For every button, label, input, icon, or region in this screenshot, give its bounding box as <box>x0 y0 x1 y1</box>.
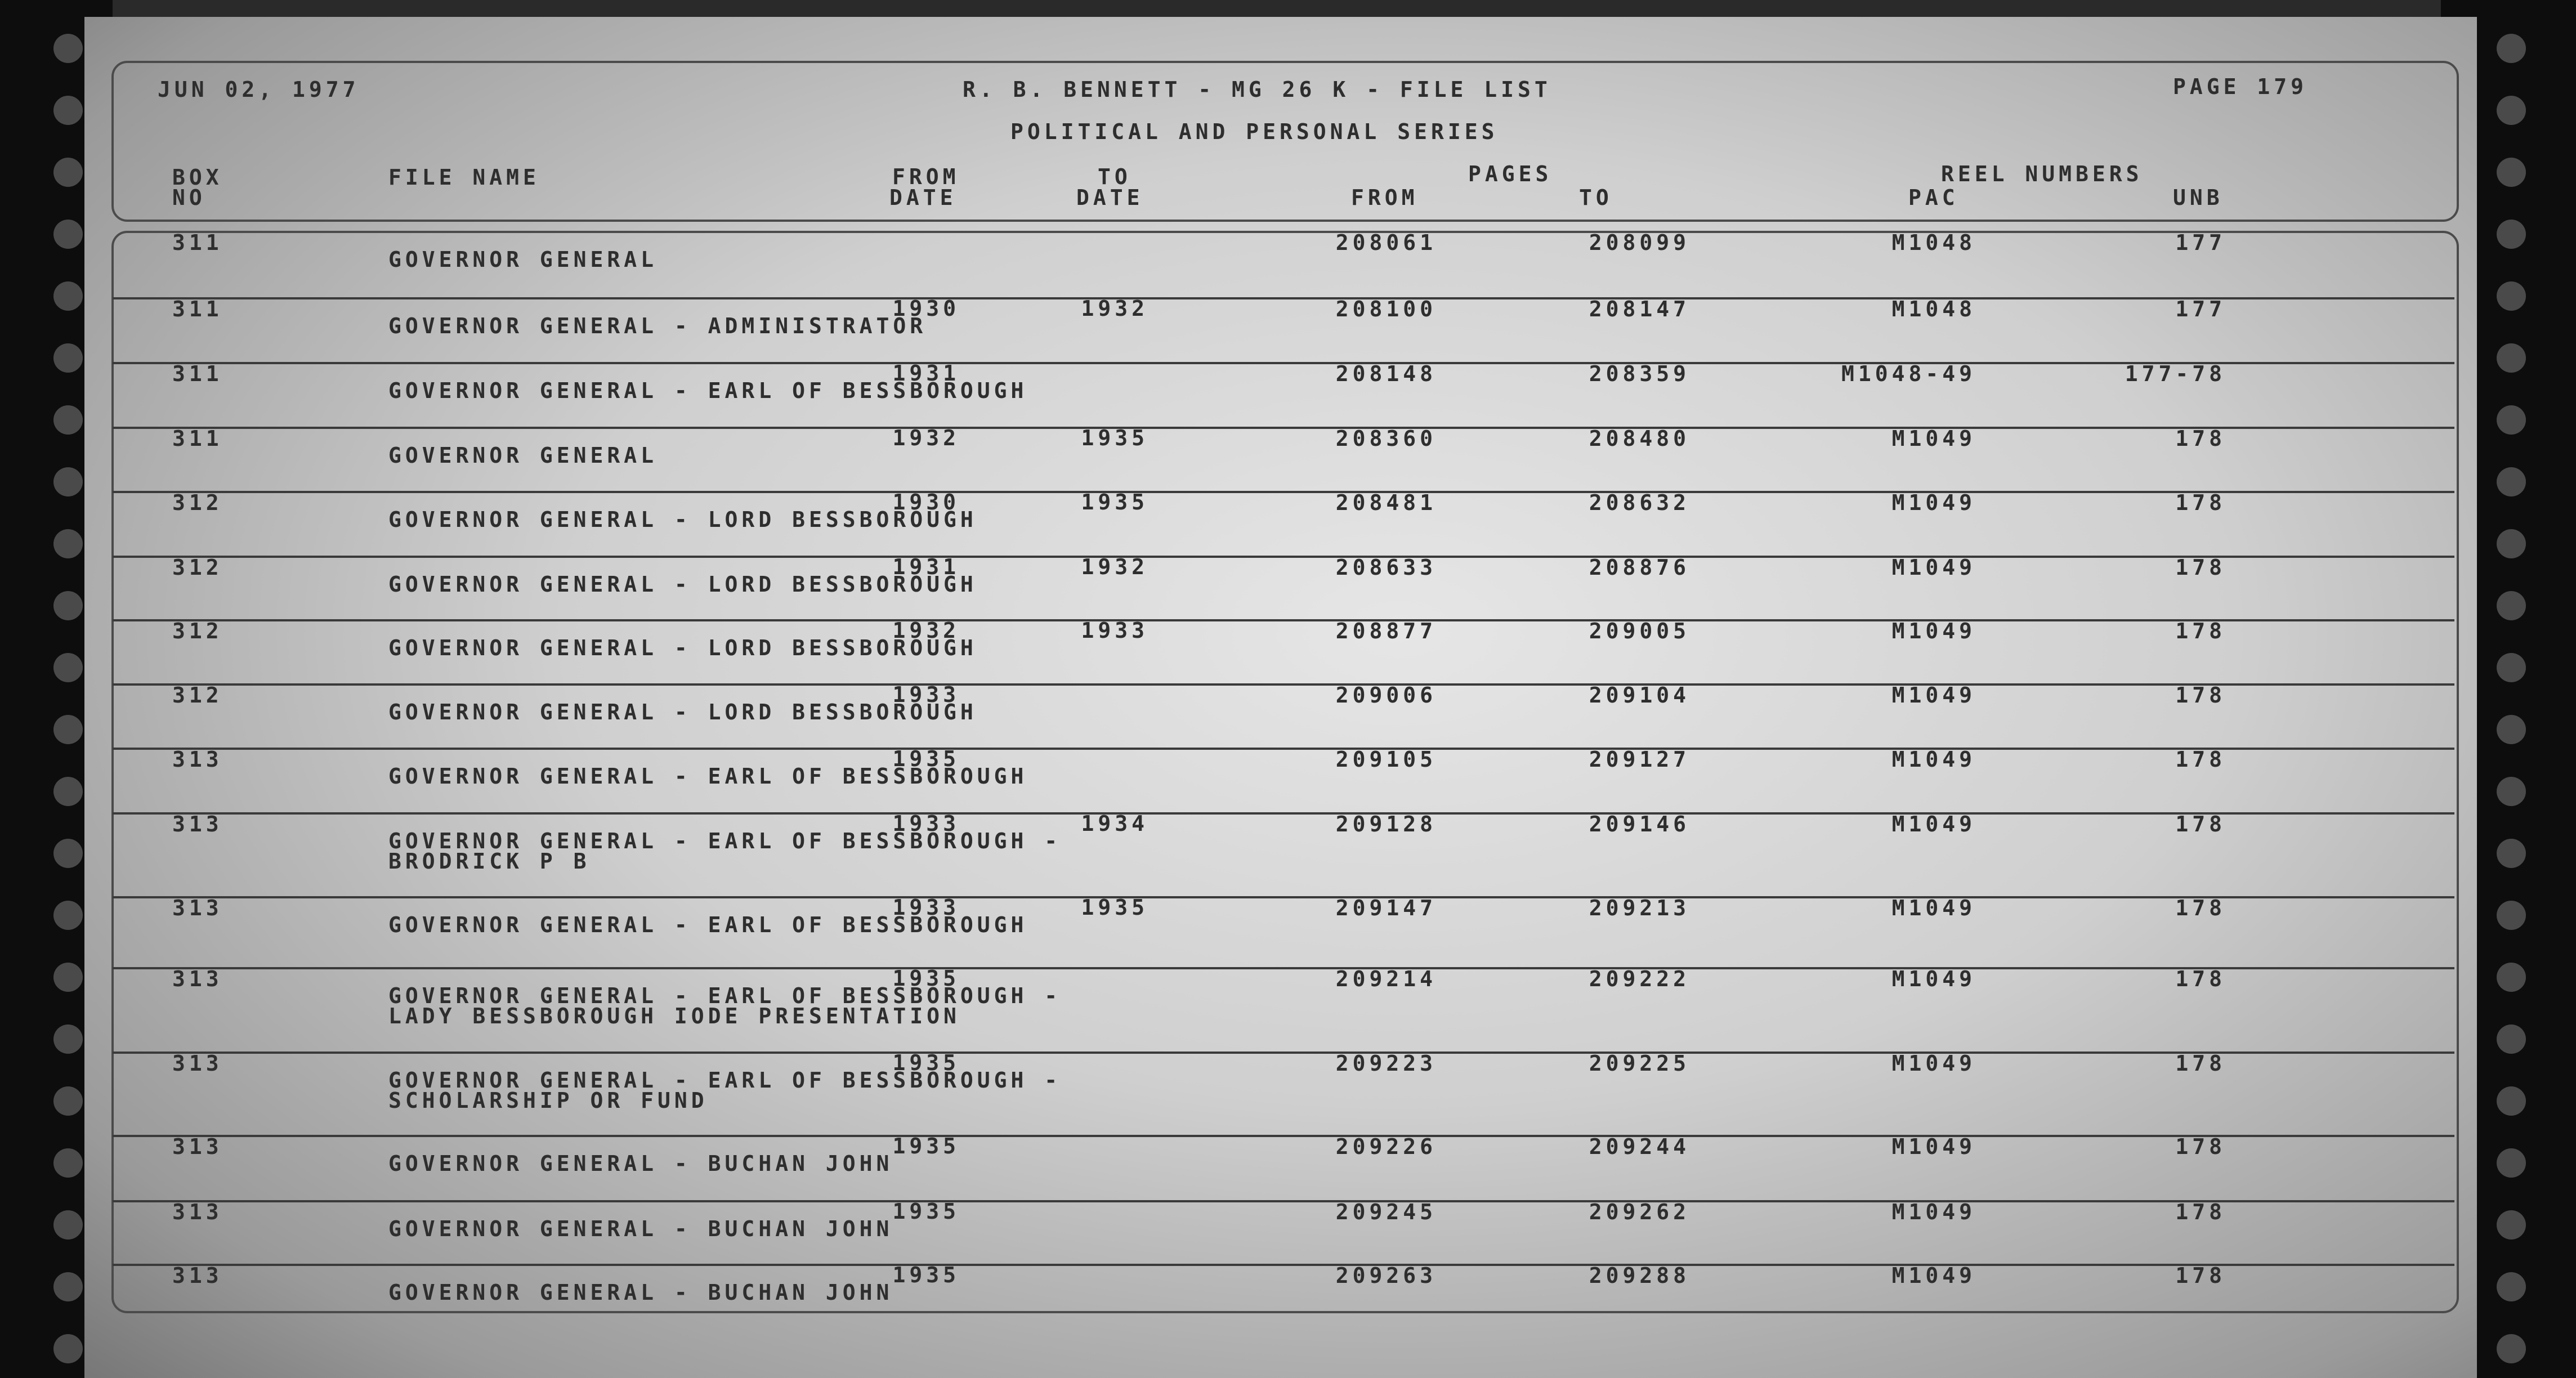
page-from: 209245 <box>1335 1200 1437 1224</box>
reel-pac: M1049 <box>1891 896 1976 920</box>
date-to: 1935 <box>1081 426 1148 450</box>
row-divider <box>113 556 2454 558</box>
sprocket-hole-left <box>53 467 83 496</box>
reel-unb: 178 <box>2175 967 2226 991</box>
sprocket-hole-right <box>2497 715 2526 744</box>
box-number: 312 <box>172 555 223 580</box>
date-from: 1935 <box>892 1263 960 1287</box>
box-number: 313 <box>172 1051 223 1076</box>
row-divider <box>113 748 2454 750</box>
sprocket-hole-right <box>2497 1024 2526 1054</box>
row-divider <box>113 896 2454 898</box>
file-name-continued: LADY BESSBOROUGH IODE PRESENTATION <box>388 1004 960 1028</box>
box-number: 311 <box>172 426 223 451</box>
col-box-label-2: NO <box>172 185 206 210</box>
date-from: 1935 <box>892 1134 960 1158</box>
date-from: 1932 <box>892 618 960 643</box>
col-to-date-label: TO <box>1098 164 1132 189</box>
page-number: PAGE 179 <box>2173 74 2308 99</box>
date-from: 1935 <box>892 966 960 991</box>
sprocket-hole-right <box>2497 467 2526 496</box>
page-to: 208876 <box>1589 555 1690 580</box>
col-unb-label: UNB <box>2173 185 2224 210</box>
row-divider <box>113 967 2454 969</box>
reel-pac: M1049 <box>1891 812 1976 836</box>
reel-pac: M1049 <box>1891 1200 1976 1224</box>
reel-pac: M1049 <box>1891 747 1976 772</box>
page-to: 209262 <box>1589 1200 1690 1224</box>
file-name-continued: BRODRICK P B <box>388 849 591 874</box>
sprocket-hole-right <box>2497 901 2526 930</box>
sprocket-hole-right <box>2497 529 2526 558</box>
sprocket-hole-left <box>53 158 83 187</box>
file-name: GOVERNOR GENERAL - BUCHAN JOHN <box>388 1280 893 1305</box>
reel-unb: 178 <box>2175 812 2226 836</box>
date-from: 1933 <box>892 682 960 707</box>
file-name: GOVERNOR GENERAL - EARL OF BESSBOROUGH <box>388 912 1028 937</box>
sprocket-hole-right <box>2497 281 2526 311</box>
file-name: GOVERNOR GENERAL - LORD BESSBOROUGH <box>388 507 977 532</box>
date-to: 1932 <box>1081 554 1148 579</box>
sprocket-hole-left <box>53 653 83 682</box>
date-from: 1932 <box>892 426 960 450</box>
file-name: GOVERNOR GENERAL - EARL OF BESSBOROUGH <box>388 378 1028 403</box>
col-from-date-label: FROM <box>892 164 960 189</box>
file-name: GOVERNOR GENERAL - EARL OF BESSBOROUGH <box>388 764 1028 789</box>
row-divider <box>113 1135 2454 1137</box>
page-to: 209104 <box>1589 683 1690 708</box>
reel-pac: M1049 <box>1891 1134 1976 1159</box>
sprocket-hole-left <box>53 901 83 930</box>
date-from: 1933 <box>892 811 960 836</box>
sprocket-hole-right <box>2497 1334 2526 1363</box>
reel-pac: M1049 <box>1891 683 1976 708</box>
file-name: GOVERNOR GENERAL - BUCHAN JOHN <box>388 1216 893 1241</box>
page-to: 209288 <box>1589 1263 1690 1288</box>
date-to: 1934 <box>1081 811 1148 836</box>
page-from: 208360 <box>1335 426 1437 451</box>
col-to-date-label-2: DATE <box>1076 185 1144 210</box>
file-name: GOVERNOR GENERAL - EARL OF BESSBOROUGH - <box>388 829 1062 853</box>
sprocket-hole-left <box>53 1086 83 1116</box>
sprocket-hole-left <box>53 343 83 373</box>
box-number: 311 <box>172 361 223 386</box>
page-from: 208877 <box>1335 619 1437 643</box>
reel-unb: 178 <box>2175 896 2226 920</box>
date-to: 1935 <box>1081 895 1148 920</box>
sprocket-hole-left <box>53 715 83 744</box>
row-divider <box>113 1200 2454 1202</box>
reel-unb: 178 <box>2175 426 2226 451</box>
box-number: 311 <box>172 297 223 321</box>
file-name: GOVERNOR GENERAL - ADMINISTRATOR <box>388 314 927 338</box>
date-to: 1935 <box>1081 490 1148 514</box>
reel-pac: M1049 <box>1891 490 1976 515</box>
box-number: 312 <box>172 683 223 708</box>
report-date: JUN 02, 1977 <box>158 77 360 102</box>
reel-pac: M1048-49 <box>1841 361 1976 386</box>
file-name: GOVERNOR GENERAL <box>388 443 658 468</box>
page-to: 209244 <box>1589 1134 1690 1159</box>
page-to: 209222 <box>1589 967 1690 991</box>
file-name: GOVERNOR GENERAL - EARL OF BESSBOROUGH - <box>388 1068 1062 1093</box>
page-to: 208632 <box>1589 490 1690 515</box>
page-from: 208481 <box>1335 490 1437 515</box>
page-from: 208061 <box>1335 230 1437 255</box>
date-from: 1931 <box>892 554 960 579</box>
date-from: 1935 <box>892 1199 960 1224</box>
sprocket-hole-left <box>53 963 83 992</box>
col-from-date-label-2: DATE <box>889 185 957 210</box>
page-from: 209263 <box>1335 1263 1437 1288</box>
sprocket-hole-right <box>2497 653 2526 682</box>
page-to: 208480 <box>1589 426 1690 451</box>
sprocket-hole-right <box>2497 34 2526 63</box>
page-from: 209147 <box>1335 896 1437 920</box>
reel-pac: M1049 <box>1891 1263 1976 1288</box>
reel-unb: 178 <box>2175 747 2226 772</box>
sprocket-hole-left <box>53 281 83 311</box>
date-from: 1935 <box>892 746 960 771</box>
date-from: 1930 <box>892 490 960 514</box>
page-from: 208633 <box>1335 555 1437 580</box>
col-box-label: BOX <box>172 165 223 190</box>
col-reel-numbers-label: REEL NUMBERS <box>1941 162 2143 186</box>
row-divider <box>113 619 2454 621</box>
sprocket-hole-left <box>53 777 83 806</box>
file-name: GOVERNOR GENERAL - BUCHAN JOHN <box>388 1151 893 1176</box>
col-pages-from-label: FROM <box>1351 185 1419 210</box>
box-number: 313 <box>172 896 223 920</box>
row-divider <box>113 297 2454 299</box>
sprocket-hole-right <box>2497 1086 2526 1116</box>
sprocket-hole-left <box>53 1210 83 1240</box>
reel-pac: M1049 <box>1891 426 1976 451</box>
page-from: 209105 <box>1335 747 1437 772</box>
col-pages-to-label: TO <box>1579 185 1613 210</box>
col-file-name-label: FILE NAME <box>388 165 540 190</box>
sprocket-hole-right <box>2497 963 2526 992</box>
reel-unb: 178 <box>2175 1134 2226 1159</box>
page-from: 208100 <box>1335 297 1437 321</box>
page-to: 208359 <box>1589 361 1690 386</box>
sprocket-hole-right <box>2497 591 2526 620</box>
box-number: 313 <box>172 1200 223 1224</box>
date-from: 1931 <box>892 361 960 386</box>
page-to: 209127 <box>1589 747 1690 772</box>
row-divider <box>113 812 2454 815</box>
row-divider <box>113 1052 2454 1054</box>
sprocket-hole-right <box>2497 1210 2526 1240</box>
file-name-continued: SCHOLARSHIP OR FUND <box>388 1088 708 1113</box>
reel-unb: 177 <box>2175 230 2226 255</box>
sprocket-hole-right <box>2497 405 2526 435</box>
box-number: 313 <box>172 967 223 991</box>
reel-unb: 178 <box>2175 1200 2226 1224</box>
file-name: GOVERNOR GENERAL - EARL OF BESSBOROUGH - <box>388 983 1062 1008</box>
date-to: 1932 <box>1081 296 1148 321</box>
sprocket-hole-left <box>53 1272 83 1301</box>
sprocket-hole-left <box>53 1334 83 1363</box>
page-to: 209213 <box>1589 896 1690 920</box>
page-from: 209214 <box>1335 967 1437 991</box>
col-pages-label: PAGES <box>1468 162 1553 186</box>
sprocket-hole-right <box>2497 96 2526 125</box>
sprocket-hole-right <box>2497 839 2526 868</box>
row-divider <box>113 683 2454 686</box>
page-from: 208148 <box>1335 361 1437 386</box>
box-number: 313 <box>172 1263 223 1288</box>
file-name: GOVERNOR GENERAL - LORD BESSBOROUGH <box>388 572 977 597</box>
file-name: GOVERNOR GENERAL - LORD BESSBOROUGH <box>388 636 977 660</box>
page-to: 209146 <box>1589 812 1690 836</box>
page-from: 209223 <box>1335 1051 1437 1076</box>
reel-pac: M1049 <box>1891 555 1976 580</box>
sprocket-hole-left <box>53 529 83 558</box>
sprocket-hole-right <box>2497 1148 2526 1178</box>
file-name: GOVERNOR GENERAL - LORD BESSBOROUGH <box>388 700 977 724</box>
page-from: 209226 <box>1335 1134 1437 1159</box>
page-to: 209225 <box>1589 1051 1690 1076</box>
sprocket-hole-left <box>53 220 83 249</box>
box-number: 312 <box>172 490 223 515</box>
sprocket-hole-right <box>2497 220 2526 249</box>
series-title: POLITICAL AND PERSONAL SERIES <box>1010 119 1499 144</box>
page-from: 209128 <box>1335 812 1437 836</box>
box-number: 313 <box>172 812 223 836</box>
reel-pac: M1048 <box>1891 297 1976 321</box>
sprocket-hole-right <box>2497 1272 2526 1301</box>
sprocket-hole-left <box>53 405 83 435</box>
date-to: 1933 <box>1081 618 1148 643</box>
box-number: 313 <box>172 1134 223 1159</box>
reel-unb: 178 <box>2175 555 2226 580</box>
reel-pac: M1048 <box>1891 230 1976 255</box>
sprocket-hole-left <box>53 1024 83 1054</box>
page-to: 208099 <box>1589 230 1690 255</box>
box-number: 311 <box>172 230 223 255</box>
page-from: 209006 <box>1335 683 1437 708</box>
page-to: 209005 <box>1589 619 1690 643</box>
box-number: 312 <box>172 619 223 643</box>
row-divider <box>113 427 2454 429</box>
reel-unb: 178 <box>2175 1051 2226 1076</box>
reel-unb: 177-78 <box>2125 361 2226 386</box>
sprocket-hole-right <box>2497 158 2526 187</box>
reel-unb: 178 <box>2175 683 2226 708</box>
sprocket-hole-left <box>53 591 83 620</box>
reel-unb: 177 <box>2175 297 2226 321</box>
box-number: 313 <box>172 747 223 772</box>
page-to: 208147 <box>1589 297 1690 321</box>
sprocket-hole-left <box>53 1148 83 1178</box>
row-divider <box>113 362 2454 364</box>
row-divider <box>113 491 2454 493</box>
sprocket-hole-left <box>53 839 83 868</box>
sprocket-hole-left <box>53 96 83 125</box>
reel-unb: 178 <box>2175 1263 2226 1288</box>
report-title: R. B. BENNETT - MG 26 K - FILE LIST <box>963 77 1551 102</box>
row-divider <box>113 1264 2454 1266</box>
reel-unb: 178 <box>2175 490 2226 515</box>
sprocket-hole-right <box>2497 777 2526 806</box>
reel-pac: M1049 <box>1891 1051 1976 1076</box>
col-pac-label: PAC <box>1908 185 1959 210</box>
date-from: 1930 <box>892 296 960 321</box>
date-from: 1935 <box>892 1050 960 1075</box>
sprocket-hole-right <box>2497 343 2526 373</box>
reel-pac: M1049 <box>1891 619 1976 643</box>
reel-pac: M1049 <box>1891 967 1976 991</box>
file-name: GOVERNOR GENERAL <box>388 247 658 272</box>
reel-unb: 178 <box>2175 619 2226 643</box>
date-from: 1933 <box>892 895 960 920</box>
sprocket-hole-left <box>53 34 83 63</box>
